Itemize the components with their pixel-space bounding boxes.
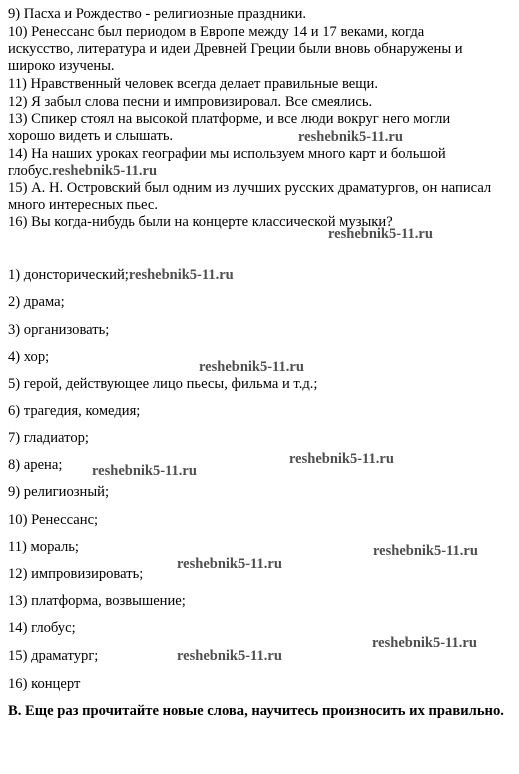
answer-16: 16) концерт [8,676,81,692]
sentence-15-end: много интересных пьес. [8,197,158,213]
sentence-15: 15) А. Н. Островский был одним из лучших русских драматургов, он написал [8,180,492,196]
sentence-10: 10) Ренессанс был периодом в Европе между 14 и 17 веками, когда [8,24,425,40]
watermark: reshebnik5-11.ru [372,635,477,651]
sentence-14: 14) На наших уроках географии мы используем много карт и большой [8,146,446,162]
answer-7: 7) гладиатор; [8,430,89,446]
sentence-16: 16) Вы когда-нибудь были на концерте классической музыки? [8,214,393,230]
watermark: reshebnik5-11.ru [298,129,403,145]
answer-10: 10) Ренессанс; [8,512,99,528]
watermark: reshebnik5-11.ru [199,359,304,375]
answer-1-text: 1) донсторический; [8,267,129,283]
answer-1 [8,267,234,284]
answer-14: 14) глобус; [8,620,76,636]
answer-8: 8) арена; [8,457,63,473]
sentence-10-cont: искусство, литература и идеи Древней Греции были вновь обнаружены и [8,41,463,57]
answer-15: 15) драматург; [8,648,99,664]
watermark: reshebnik5-11.ru [177,648,282,664]
sentence-14-end-text: глобус. [8,163,53,179]
watermark: reshebnik5-11.ru [289,451,394,467]
sentence-14-end [8,163,157,180]
task-heading: В. Еще раз прочитайте новые слова, научитесь произносить их правильно. [8,703,504,719]
answer-5: 5) герой, действующее лицо пьесы, фильма и т.д.; [8,376,318,392]
answer-12: 12) импровизировать; [8,566,144,582]
sentence-10-end: широко изучены. [8,58,115,74]
watermark-inline: reshebnik5-11.ru [128,267,234,283]
watermark-inline: reshebnik5-11.ru [52,163,158,179]
sentence-13-end: хорошо видеть и слышать. [8,128,174,144]
sentence-12: 12) Я забыл слова песни и импровизировал. Все смеялись. [8,94,373,110]
watermark: reshebnik5-11.ru [328,226,433,242]
answer-3: 3) организовать; [8,322,110,338]
answer-6: 6) трагедия, комедия; [8,403,141,419]
answer-9: 9) религиозный; [8,484,110,500]
watermark: reshebnik5-11.ru [92,463,197,479]
answer-11: 11) мораль; [8,539,79,555]
answer-13: 13) платформа, возвышение; [8,593,186,609]
watermark: reshebnik5-11.ru [177,556,282,572]
answer-2: 2) драма; [8,294,65,310]
sentence-11: 11) Нравственный человек всегда делает правильные вещи. [8,76,378,92]
answer-4: 4) хор; [8,349,50,365]
watermark: reshebnik5-11.ru [373,543,478,559]
sentence-13: 13) Спикер стоял на высокой платформе, и все люди вокруг него могли [8,111,451,127]
sentence-9: 9) Пасха и Рождество - религиозные праздники. [8,6,307,22]
